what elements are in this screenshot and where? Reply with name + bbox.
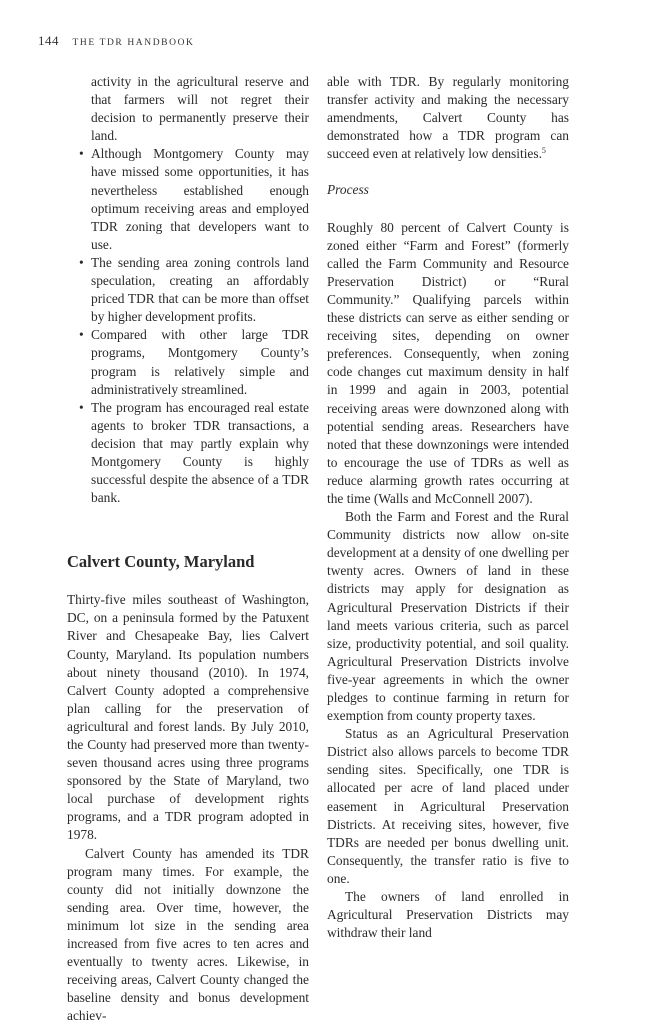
bullet-text: Although Montgomery County may have missed some opportunities, it has nevertheless established enough optimum receiving areas and employed TDR zoning that developers want to use. <box>91 146 309 252</box>
left-column <box>67 73 309 1026</box>
paragraph: Status as an Agricultural Preservation District also allows parcels to become TDR sending sites. Specifically, one TDR is allocated per acre of land placed under easement in Agricultural Preservation Districts. At receiving sites, however, five TDRs are needed per bonus dwelling unit. Consequently, the transfer ratio is five to one. <box>327 726 569 886</box>
paragraph: Roughly 80 percent of Calvert County is zoned either “Farm and Forest” (formerly called the Farm Community and Resource Preservation District) or “Rural Community.” Qualifying parcels within these districts can serve as either sending or receiving sites, depending on owner preferences. Consequently, when zoning code changes cut maximum density in half in 1999 and again in 2003, potential receiving areas were downzoned along with potential sending areas. Researchers have noted that these downzonings were intended to encourage the use of TDRs as well as reduce alarming growth rates occurring at the time (Walls and McConnell 2007). <box>327 219 569 506</box>
bullet-text: The program has encouraged real estate agents to broker TDR transactions, a decision that may partly explain why Montgomery County is highly successful despite the absence of a TDR bank. <box>91 399 309 506</box>
bullet-icon: • <box>79 254 84 270</box>
paragraph: Calvert County has amended its TDR program many times. For example, the county did not initially downzone the sending area. Over time, however, the minimum lot size in the sending area increased from five acres to ten acres and eventually to twenty acres. Likewise, in receiving areas, Calvert County changed the baseline density and bonus development achiev- <box>67 845 309 1024</box>
paragraph: Both the Farm and Forest and the Rural Community districts now allow on-site development at a density of one dwelling per twenty acres. Owners of land in these districts may apply for designation as Agricultural Preservation Districts if their land meets various criteria, such as parcel size, productivity potential, and soil quality. Agricultural Preservation Districts involve five-year agreements in which the owner pledges to continue farming in return for exemption from county property taxes. <box>327 509 569 724</box>
list-item <box>67 399 309 508</box>
bullet-text: The sending area zoning controls land speculation, creating an affordably priced TDR that can be more than offset by higher development profits. <box>91 254 309 325</box>
bullet-icon: • <box>79 146 84 162</box>
bullet-continuation: activity in the agricultural reserve and that farmers will not regret their decision to permanently preserve their land. <box>91 74 309 144</box>
list-item <box>67 326 309 398</box>
paragraph-continuation <box>327 73 569 163</box>
bullet-list <box>67 145 309 507</box>
page-number: 144 <box>38 33 59 48</box>
paragraph: The owners of land enrolled in Agricultural Preservation Districts may withdraw their land <box>327 889 569 941</box>
running-header <box>38 33 195 49</box>
continuation-text: able with TDR. By regularly monitoring transfer activity and making the necessary amendments, Calvert County has demonstrated how a TDR program can succeed even at relatively low densities. <box>327 74 569 162</box>
list-item <box>67 145 309 254</box>
footnote-marker: 5 <box>541 146 546 156</box>
right-column <box>327 73 569 942</box>
paragraph: Thirty-five miles southeast of Washington, DC, on a peninsula formed by the Patuxent River and Chesapeake Bay, lies Calvert County, Maryland. Its population numbers about ninety thousand (2010). In 1974, Calvert County adopted a comprehensive plan calling for the preservation of agricultural and forest lands. By July 2010, the County had preserved more than twenty-seven thousand acres using three programs sponsored by the State of Maryland, two local purchase of development rights programs, and a TDR program adopted in 1978. <box>67 592 309 843</box>
subsection-heading: Process <box>327 182 369 198</box>
section-heading: Calvert County, Maryland <box>67 552 255 572</box>
bullet-text: Compared with other large TDR programs, Montgomery County’s program is relatively simple and administratively streamlined. <box>91 327 309 397</box>
bullet-icon: • <box>79 327 84 343</box>
bullet-icon: • <box>79 399 84 415</box>
list-item <box>67 254 309 326</box>
running-title: THE TDR HANDBOOK <box>72 38 195 48</box>
